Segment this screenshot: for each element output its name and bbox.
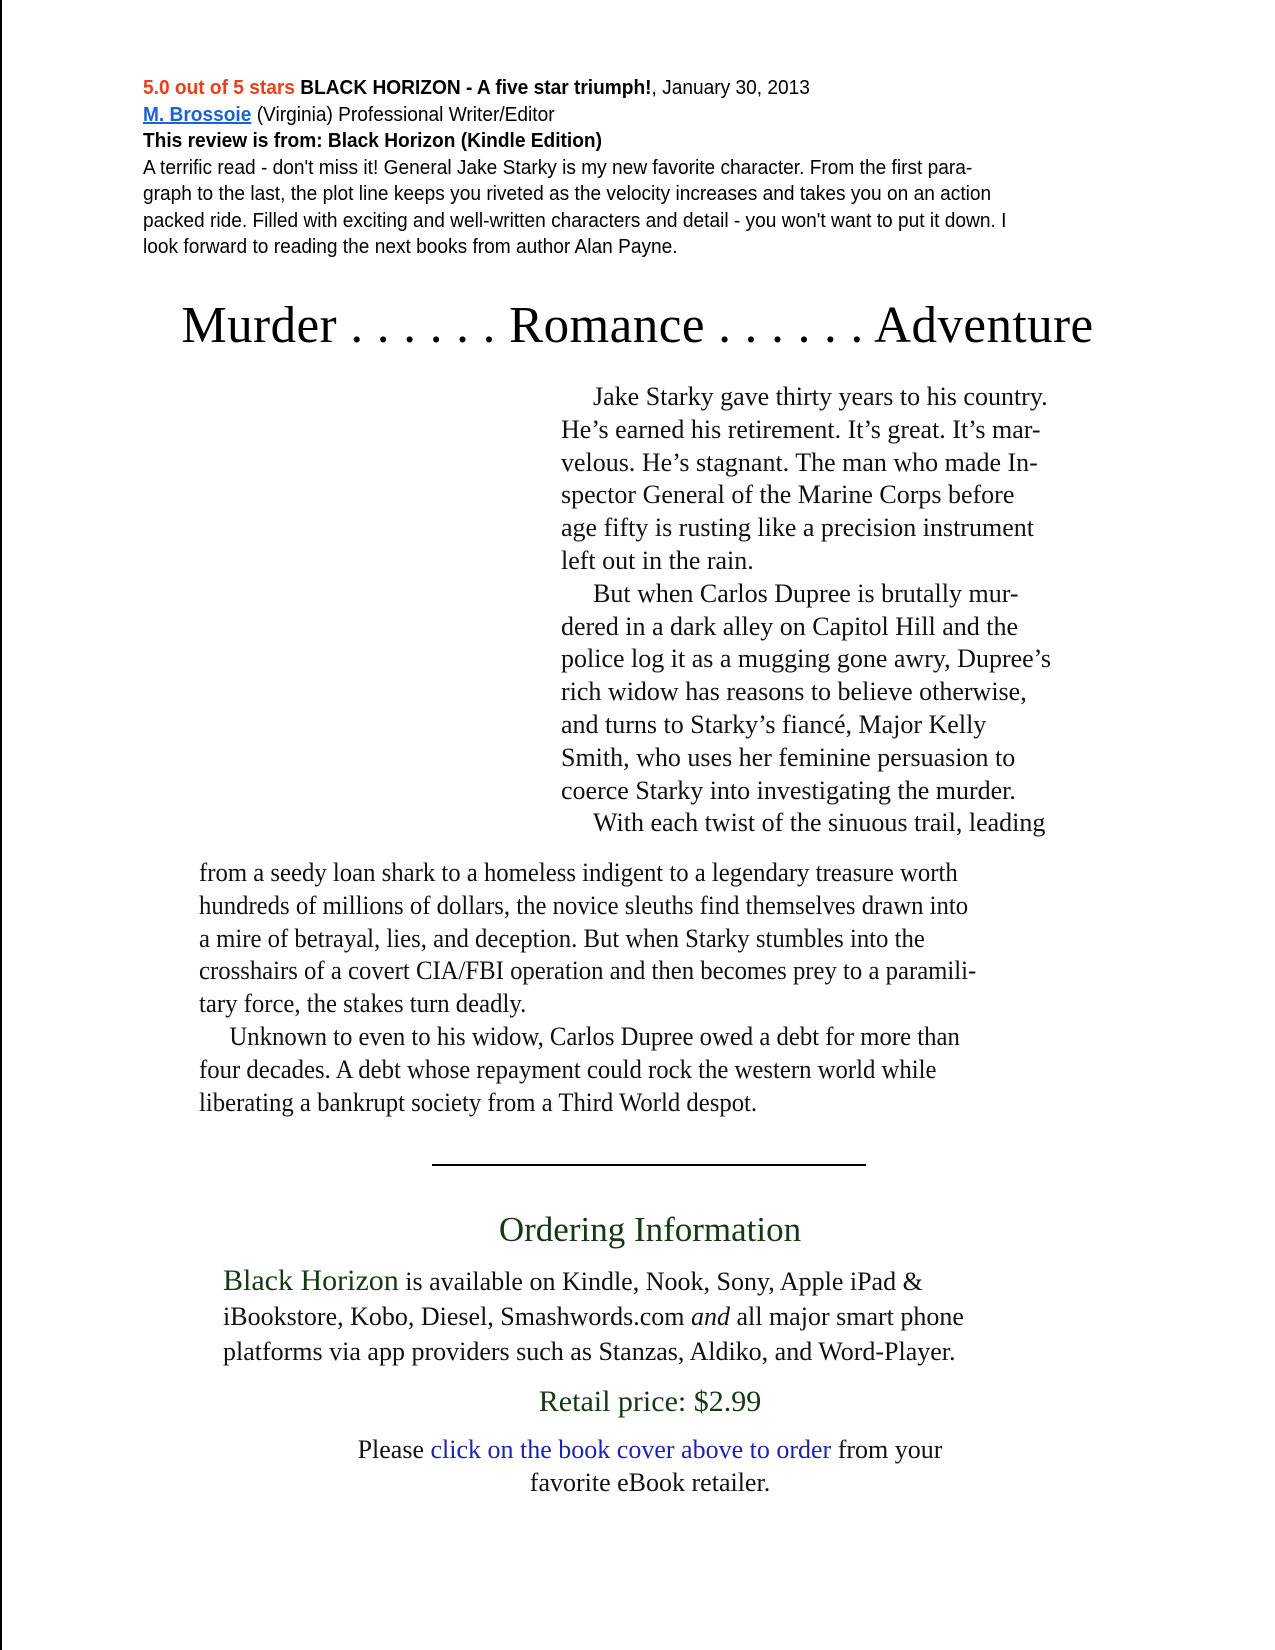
review-date: January 30, 2013 [662, 77, 810, 99]
review-date-sep: , [651, 77, 657, 99]
review-title: BLACK HORIZON - A five star triumph! [300, 77, 652, 99]
availability-text: is available on Kindle, Nook, Sony, Apple iPad & [398, 1267, 923, 1296]
review-body [143, 155, 1173, 261]
synopsis-line: spector General of the Marine Corps before [561, 480, 1015, 510]
synopsis-line: and turns to Starky’s fiancé, Major Kelly [561, 709, 987, 739]
section-divider [432, 1164, 866, 1166]
reviewer-name-link[interactable]: M. Brossoie [143, 103, 252, 126]
tagline-headline: Murder . . . . . . Romance . . . . . . Adventure [181, 297, 1094, 354]
synopsis-line: But when Carlos Dupree is brutally mur- [593, 578, 1019, 608]
cta-line: favorite eBook retailer. [529, 1468, 771, 1497]
review-body-line: look forward to reading the next books from author Alan Payne. [143, 236, 678, 258]
reviewer-line [143, 102, 1128, 129]
book-title: Black Horizon [223, 1264, 399, 1297]
availability-line [223, 1263, 1123, 1299]
cta-suffix: from your [831, 1435, 943, 1464]
review-rating: 5.0 out of 5 stars [143, 77, 295, 99]
synopsis-line: liberating a bankrupt society from a Third World despot. [199, 1087, 758, 1117]
synopsis-line: velous. He’s stagnant. The man who made In- [561, 447, 1038, 477]
synopsis-line: Smith, who uses her feminine persuasion to [561, 742, 1016, 772]
synopsis-line: a mire of betrayal, lies, and deception. But when Starky stumbles into the [199, 923, 925, 953]
cta-line [0, 1433, 1275, 1466]
availability-emphasis: and [690, 1302, 730, 1331]
synopsis-line: left out in the rain. [561, 545, 754, 575]
review-body-line: graph to the last, the plot line keeps you riveted as the velocity increases and takes you on an action [143, 183, 992, 205]
availability-line: platforms via app providers such as Stanzas, Aldiko, and Word-Player. [223, 1337, 956, 1366]
review-source-value: Black Horizon (Kindle Edition) [327, 130, 602, 152]
review-header [143, 75, 1128, 102]
synopsis-line: tary force, the stakes turn deadly. [199, 989, 527, 1019]
review-source-label: This review is from: [143, 130, 323, 152]
review-body-line: packed ride. Filled with exciting and well-written characters and detail - you won't want to put it down. I [143, 209, 1007, 232]
synopsis-line: Unknown to even to his widow, Carlos Dupree owed a debt for more than [229, 1021, 960, 1051]
availability-line [223, 1299, 1123, 1334]
synopsis-line: crosshairs of a covert CIA/FBI operation and then becomes prey to a paramili- [199, 956, 977, 986]
review-body-line: A terrific read - don't miss it! General Jake Starky is my new favorite character. From the first para- [143, 156, 973, 179]
cta-prefix: Please [357, 1435, 431, 1464]
synopsis-line: dered in a dark alley on Capitol Hill and the [561, 611, 1019, 641]
order-call-to-action [0, 1433, 1275, 1499]
synopsis-line: four decades. A debt whose repayment could rock the western world while [199, 1054, 937, 1084]
synopsis-line: from a seedy loan shark to a homeless indigent to a legendary treasure worth [199, 858, 958, 887]
availability-text: all major smart phone [729, 1302, 964, 1331]
synopsis-line: hundreds of millions of dollars, the novice sleuths find themselves drawn into [199, 890, 969, 920]
synopsis-line: With each twist of the sinuous trail, leading [593, 808, 1046, 838]
ordering-heading: Ordering Information [498, 1210, 802, 1249]
synopsis-column [561, 381, 1121, 840]
ordering-availability [223, 1263, 1123, 1369]
synopsis-line: age fifty is rusting like a precision instrument [561, 513, 1034, 543]
synopsis-line: rich widow has reasons to believe otherwise, [561, 677, 1027, 707]
synopsis-line: coerce Starky into investigating the murder. [561, 775, 1016, 805]
order-link[interactable]: click on the book cover above to order [430, 1435, 832, 1464]
synopsis-line: police log it as a mugging gone awry, Dupree’s [561, 644, 1052, 674]
retail-price: Retail price: $2.99 [538, 1385, 762, 1418]
reviewer-location: (Virginia) [256, 103, 333, 126]
reviewer-role: Professional Writer/Editor [338, 103, 555, 126]
synopsis-continued [199, 857, 1119, 1119]
synopsis-line: He’s earned his retirement. It’s great. It’s mar- [561, 414, 1041, 444]
review-source [143, 128, 1128, 155]
availability-text: iBookstore, Kobo, Diesel, Smashwords.com [223, 1302, 691, 1331]
customer-review [143, 75, 1173, 261]
synopsis-line: Jake Starky gave thirty years to his country. [593, 382, 1048, 411]
